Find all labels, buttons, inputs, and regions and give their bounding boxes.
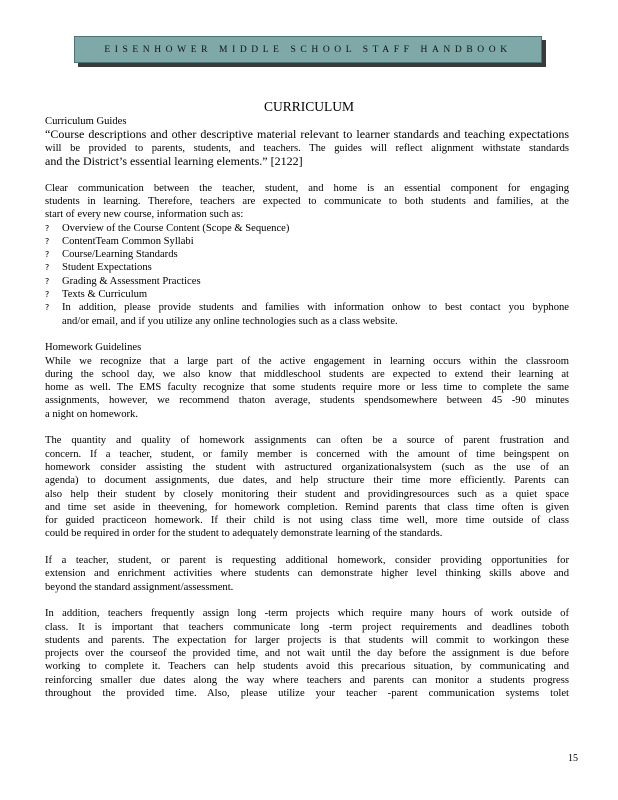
- paragraph-line: start of every new course, information such as:: [45, 209, 244, 221]
- paragraph-line: students and parents. The expectation for larger projects is that students will commit to workingon these: [45, 634, 569, 646]
- handbook-header-banner: [74, 36, 542, 63]
- paragraph-line: extension and enrichment activities where students can demonstrate higher level thinking skills above and: [45, 568, 569, 580]
- paragraph-line: students in learning. Therefore, teachers are expected to communicate to both students and families, at the: [45, 196, 569, 207]
- bullet-marker: ?: [45, 290, 50, 300]
- list-item-text: Student Expectations: [62, 262, 152, 274]
- paragraph-line: throughout the provided time. Also, please utilize your teacher -parent communication systems tolet: [45, 687, 569, 699]
- paragraph-gap: [45, 328, 569, 341]
- list-item: [45, 248, 569, 261]
- paragraph-line: concern. If a teacher, student, or family member is concerned with the amount of time beingspent on: [45, 448, 569, 460]
- list-item: [45, 222, 569, 235]
- list-item-text: Grading & Assessment Practices: [62, 275, 201, 287]
- paragraph-line: could be required in order for the student to adequately demonstrate learning of the standards.: [45, 528, 443, 540]
- list-item-text: In addition, please provide students and families with information onhow to best contact you byphone: [62, 302, 569, 314]
- paragraph-line: assignments, however, we recommend thaton average, students spendsomewhere between 45 -90 minutes: [45, 395, 569, 407]
- paragraph-line: projects over the courseof the provided time, and not wait until the day before the assignment is due before: [45, 648, 569, 660]
- list-item: [45, 261, 569, 274]
- paragraph-line: class. It is important that teachers communicate long -term project requirements and deadlines toboth: [45, 621, 569, 633]
- paragraph-gap: [45, 168, 569, 181]
- paragraph-gap: [45, 421, 569, 434]
- paragraph-line: agenda) to document assignments, due dates, and help structure their time more efficiently. Parents can: [45, 475, 569, 487]
- paragraph-line: While we recognize that a large part of the active engagement in learning occurs within the classroom: [45, 355, 569, 367]
- paragraph-line: working to complete it. Teachers can help students avoid this precarious situation, by communicating and: [45, 661, 569, 673]
- bullet-marker: ?: [45, 250, 50, 260]
- list-item: [45, 301, 569, 328]
- bullet-marker: ?: [45, 263, 50, 273]
- bullet-marker: ?: [45, 276, 50, 286]
- quote-line: and the District’s essential learning elements.” [2122]: [45, 155, 303, 168]
- paragraph-line: for guided practiceon homework. If their child is not using class time well, more time outside of class: [45, 515, 569, 527]
- paragraph-line: during the school day, we also know that middleschool students are expected to extend their learning at: [45, 368, 569, 380]
- quote-line: “Course descriptions and other descriptive material relevant to learner standards and teaching expectations: [45, 128, 569, 142]
- list-item: [45, 288, 569, 301]
- paragraph-line: reinforcing smaller due dates along the way where teachers and parents can monitor a students progress: [45, 674, 569, 686]
- paragraph-line: and time set aside in theevening, for homework completion. Remind parents that class time often is given: [45, 501, 569, 513]
- paragraph-line: Clear communication between the teacher, student, and home is an essential component for engaging: [45, 182, 569, 194]
- paragraph-line: also help their student by closely monitoring their student and providingresources such as a quiet space: [45, 488, 569, 500]
- list-item-text: and/or email, and if you utilize any online technologies such as a class website.: [62, 315, 398, 327]
- paragraph-gap: [45, 594, 569, 607]
- list-item-text: Texts & Curriculum: [62, 289, 148, 301]
- curriculum-guides-heading: Curriculum Guides: [45, 116, 127, 127]
- homework-guidelines-heading: Homework Guidelines: [45, 342, 142, 354]
- bullet-marker: ?: [45, 303, 50, 313]
- paragraph-line: In addition, teachers frequently assign long -term projects which require many hours of work outside of: [45, 608, 569, 620]
- paragraph-line: a night on homework.: [45, 408, 138, 420]
- handbook-header-title: EISENHOWER MIDDLE SCHOOL STAFF HANDBOOK: [104, 44, 512, 55]
- list-item: [45, 275, 569, 288]
- page-title: CURRICULUM: [263, 99, 354, 114]
- paragraph-gap: [45, 541, 569, 554]
- paragraph-line: If a teacher, student, or parent is requesting additional homework, consider providing opportunities for: [45, 555, 569, 567]
- bullet-marker: ?: [45, 236, 50, 246]
- handbook-body: [45, 115, 569, 700]
- paragraph-line: home as well. The EMS faculty recognize that some students require more or less time to complete the same: [45, 382, 569, 394]
- page-number: 15: [568, 753, 578, 764]
- bullet-marker: ?: [45, 223, 50, 233]
- paragraph-line: The quantity and quality of homework assignments can often be a source of parent frustration and: [45, 435, 569, 447]
- list-item-text: Overview of the Course Content (Scope & Sequence): [62, 222, 290, 234]
- paragraph-line: homework consider assisting the student with astructured organizationalsystem (such as the use of an: [45, 461, 569, 473]
- list-item-text: ContentTeam Common Syllabi: [62, 235, 194, 247]
- paragraph-line: beyond the standard assignment/assessment.: [45, 581, 234, 593]
- list-item-text: Course/Learning Standards: [62, 249, 178, 261]
- quote-line: will be provided to parents, students, and teachers. The guides will reflect alignment withstate standards: [45, 142, 569, 154]
- list-item: [45, 235, 569, 248]
